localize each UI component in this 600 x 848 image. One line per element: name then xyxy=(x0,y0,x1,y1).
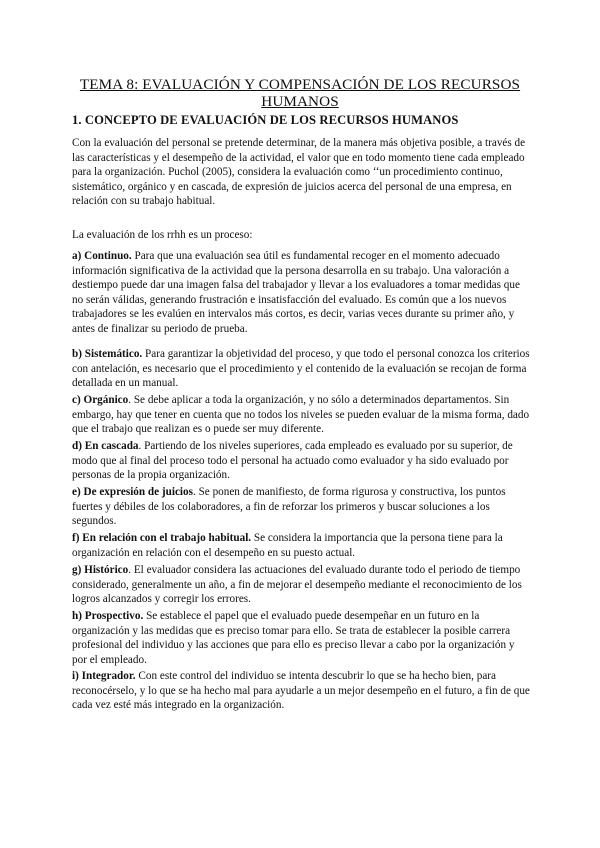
item-term: c) Orgánico xyxy=(72,394,129,406)
item-sistematico xyxy=(72,347,530,391)
item-text: . Partiendo de los niveles superiores, cada empleado es evaluado por su superior, de modo que al final del proceso todo el personal ha actuado como evaluador y ha sido evaluado por personas de la propia organización. xyxy=(72,440,513,482)
item-integrador xyxy=(72,669,530,713)
item-historico xyxy=(72,563,530,607)
item-term: g) Histórico xyxy=(72,564,129,576)
item-en-cascada xyxy=(72,439,530,483)
item-text: Para garantizar la objetividad del proceso, y que todo el personal conozca los criterios con antelación, es necesario que el procedimiento y el contenido de la evaluación se recojan de forma detallada en un manual. xyxy=(72,348,530,390)
item-text: . Se debe aplicar a toda la organización, y no sólo a determinados departamentos. Sin embargo, hay que tener en cuenta que no todos los niveles se pueden evaluar de la misma forma, dado que el trabajo que realizan es o puede ser muy diferente. xyxy=(72,394,530,436)
intro-paragraph: Con la evaluación del personal se pretende determinar, de la manera más objetiva posible, a través de las características y el desempeño de la actividad, el valor que en todo momento tiene cada empleado para la organización. Puchol (2005), considera la evaluación como ‘‘un procedimiento continuo, sistemático, orgánico y en cascada, de expresión de juicios acerca del personal de una empresa, en relación con su trabajo habitual. xyxy=(72,137,526,208)
item-prospectivo xyxy=(72,609,530,667)
item-text: Con este control del individuo se intenta descubrir lo que se ha hecho bien, para reconocérselo, y lo que se ha hecho mal para ayudarle a un mejor desempeño en el futuro, a fin de que cada vez esté más integrado en la organización. xyxy=(72,670,530,712)
item-term: d) En cascada xyxy=(72,440,139,452)
item-text: Se establece el papel que el evaluado puede desempeñar en un futuro en la organización y las medidas que es preciso tomar para ello. Se trata de establecer la posible carrera profesional del individuo y las acciones que para ello es preciso llevar a cabo por la organización y por el empleado. xyxy=(72,610,515,666)
item-term: e) De expresión de juicios xyxy=(72,486,193,498)
item-text: Se considera la importancia que la persona tiene para la organización en relación con el desempeño en su puesto actual. xyxy=(72,532,503,559)
document-title: TEMA 8: EVALUACIÓN Y COMPENSACIÓN DE LOS RECURSOS HUMANOS xyxy=(79,76,521,110)
item-text: . El evaluador considera las actuaciones del evaluado durante todo el periodo de tiempo considerado, generalmente un año, a fin de mejorar el desempeño mediante el reconocimiento de los logros alcanzados y corregir los errores. xyxy=(72,564,522,606)
item-expresion-juicios xyxy=(72,485,530,529)
process-intro: La evaluación de los rrhh es un proceso: xyxy=(72,229,253,241)
section-heading: 1. CONCEPTO DE EVALUACIÓN DE LOS RECURSOS HUMANOS xyxy=(72,113,459,127)
item-organico xyxy=(72,393,530,437)
item-trabajo-habitual xyxy=(72,531,530,560)
item-continuo xyxy=(72,249,530,337)
item-term: f) En relación con el trabajo habitual. xyxy=(72,532,252,544)
item-text: . Se ponen de manifiesto, de forma rigurosa y constructiva, los puntos fuertes y débiles de los colaboradores, a fin de reforzar los primeros y buscar soluciones a los segundos. xyxy=(72,486,506,528)
item-term: i) Integrador. xyxy=(72,670,136,682)
item-text: Para que una evaluación sea útil es fundamental recoger en el momento adecuado información significativa de la actividad que la persona desarrolla en su trabajo. Una valoración a destiempo puede dar una imagen falsa del trabajador y llevar a los evaluadores a tomar medidas que no serán válidas, generando frustración e insatisfacción del evaluado. Es común que a los nuevos trabajadores se les evalúen en intervalos más cortos, es decir, varias veces durante su primer año, y antes de finalizar su periodo de prueba. xyxy=(72,250,520,335)
item-term: b) Sistemático. xyxy=(72,348,143,360)
item-term: a) Continuo. xyxy=(72,250,132,262)
item-term: h) Prospectivo. xyxy=(72,610,144,622)
